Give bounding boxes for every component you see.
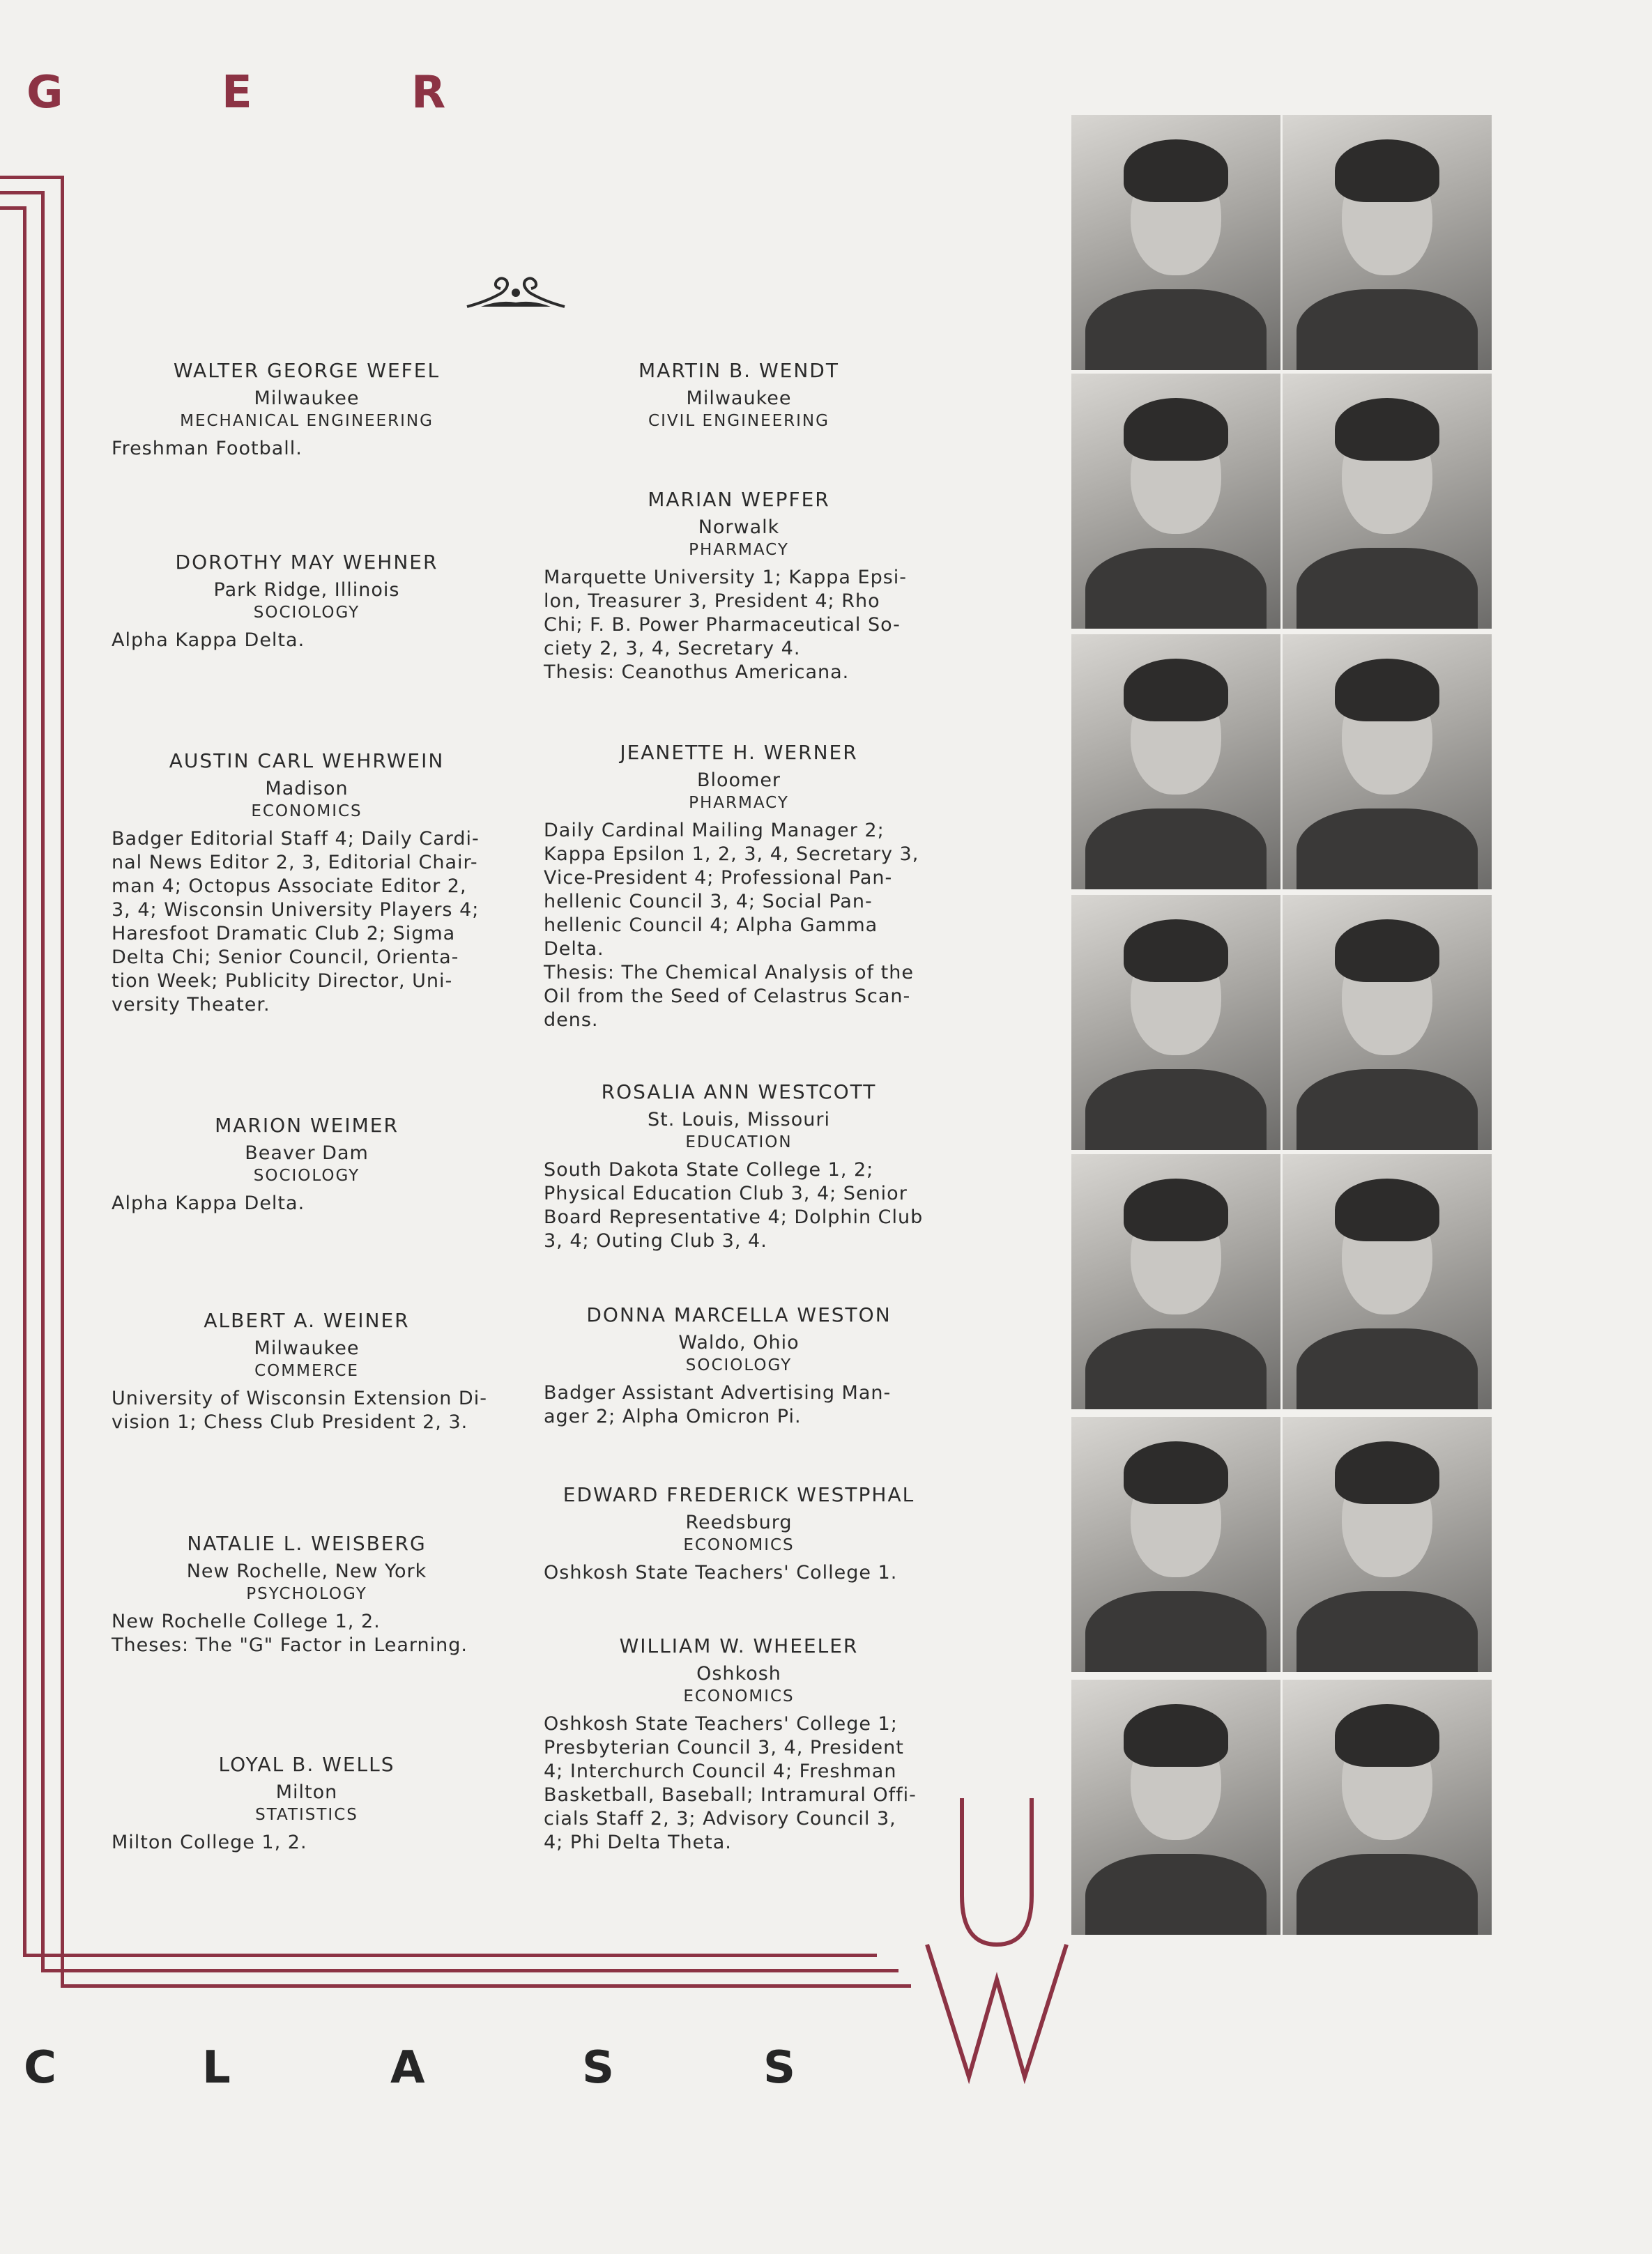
student-hometown: Milwaukee [686,388,792,409]
student-major: ECONOMICS [683,1536,795,1554]
student-hometown: Madison [265,778,349,799]
student-entry [112,551,502,652]
student-major: SOCIOLOGY [685,1356,793,1374]
student-activities: Milton College 1, 2. [112,1832,307,1853]
footer-letter: S [763,2042,797,2094]
student-major: SOCIOLOGY [253,1167,360,1185]
frame-line-outer-vertical [61,176,64,1988]
student-major: PHARMACY [689,541,789,559]
student-activities: Alpha Kappa Delta. [112,629,305,651]
student-entry [112,1114,502,1216]
frame-line-outer-top [0,176,64,179]
student-name: LOYAL B. WELLS [218,1753,395,1776]
student-name: WALTER GEORGE WEFEL [173,359,441,382]
student-activities: University of Wisconsin Extension Di- vision 1; Chess Club President 2, 3. [112,1388,487,1433]
student-entry [544,488,934,684]
student-portrait [1071,895,1280,1150]
student-name: WILLIAM W. WHEELER [619,1634,859,1657]
header-letter: G [26,67,65,118]
header-letter: E [222,67,254,118]
student-portrait [1283,634,1492,889]
student-hometown: Oshkosh [696,1663,781,1685]
student-name: DOROTHY MAY WEHNER [175,551,438,574]
student-hometown: Milton [275,1781,338,1803]
student-activities: Freshman Football. [112,438,303,459]
footer-letter: S [582,2042,616,2094]
footer-letter: C [24,2042,58,2094]
student-activities: Oshkosh State Teachers' College 1. [544,1562,898,1584]
student-entry [112,1309,502,1434]
student-entry [112,1753,502,1855]
student-hometown: St. Louis, Missouri [648,1109,830,1130]
student-name: JEANETTE H. WERNER [620,741,858,764]
student-hometown: New Rochelle, New York [186,1561,427,1582]
student-name: MARTIN B. WENDT [638,359,839,382]
student-major: EDUCATION [685,1133,793,1151]
student-portrait [1071,1154,1280,1409]
uw-monogram-logo [920,1791,1073,2084]
student-hometown: Milwaukee [254,388,360,409]
student-entry [544,359,934,437]
student-portrait [1283,1680,1492,1935]
student-portrait [1283,374,1492,629]
student-name: ROSALIA ANN WESTCOTT [601,1080,877,1103]
student-major: ECONOMICS [251,802,362,820]
student-portrait [1071,115,1280,370]
student-portrait [1071,1417,1280,1672]
student-portrait [1071,1680,1280,1935]
student-hometown: Beaver Dam [245,1142,369,1164]
student-major: PHARMACY [689,794,789,812]
student-hometown: Reedsburg [685,1512,793,1533]
student-activities: Oshkosh State Teachers' College 1; Presbyterian Council 3, 4, President 4; Interchurch Council 4; Freshman Basketball, Baseball; Intramural Offi- cials Staff 2, 3; Advisory Council 3, 4; Phi Delta Theta. [544,1713,917,1853]
student-activities: New Rochelle College 1, 2. Theses: The "G" Factor in Learning. [112,1611,468,1656]
frame-line-mid-top [0,191,45,194]
student-entry [112,359,502,461]
student-portrait [1283,115,1492,370]
student-name: EDWARD FREDERICK WESTPHAL [563,1483,915,1506]
student-name: ALBERT A. WEINER [204,1309,410,1332]
student-major: STATISTICS [255,1806,358,1824]
student-major: ECONOMICS [683,1687,795,1705]
student-major: COMMERCE [254,1362,359,1380]
student-name: MARIAN WEPFER [648,488,830,511]
student-hometown: Park Ridge, Illinois [213,579,400,601]
scroll-ornament-icon [460,272,572,314]
student-hometown: Norwalk [698,516,780,538]
frame-line-mid-bottom [41,1969,898,1972]
student-activities: Alpha Kappa Delta. [112,1193,305,1214]
frame-line-inner-vertical [23,206,26,1957]
student-name: DONNA MARCELLA WESTON [586,1303,892,1326]
student-hometown: Waldo, Ohio [678,1332,800,1354]
student-activities: Badger Editorial Staff 4; Daily Cardi- nal News Editor 2, 3, Editorial Chair- man 4; Octopus Associate Editor 2, 3, 4; Wisconsin University Players 4; Haresfoot Dramatic Club 2; Sigma Delta Chi; Senior Council, Orienta- tion Week; Publicity Director, Uni- versity Theater. [112,828,480,1015]
student-portrait [1283,1154,1492,1409]
student-entry [112,1532,502,1657]
student-entry [544,1303,934,1429]
student-name: MARION WEIMER [215,1114,399,1137]
student-hometown: Bloomer [696,769,781,791]
frame-line-inner-bottom [23,1954,877,1957]
student-entry [544,1483,934,1585]
student-entry [544,1634,934,1855]
frame-line-mid-vertical [41,191,45,1972]
student-portrait [1283,895,1492,1150]
student-portrait [1283,1417,1492,1672]
student-name: NATALIE L. WEISBERG [187,1532,427,1555]
footer-letter: A [390,2042,427,2094]
student-hometown: Milwaukee [254,1337,360,1359]
student-entry [544,741,934,1032]
student-major: PSYCHOLOGY [246,1585,367,1603]
frame-line-outer-bottom [61,1984,911,1988]
student-portrait [1071,374,1280,629]
student-major: MECHANICAL ENGINEERING [180,412,434,430]
student-activities: Badger Assistant Advertising Man- ager 2; Alpha Omicron Pi. [544,1382,892,1427]
student-entry [544,1080,934,1253]
student-major: SOCIOLOGY [253,604,360,622]
student-activities: South Dakota State College 1, 2; Physical Education Club 3, 4; Senior Board Representative 4; Dolphin Club 3, 4; Outing Club 3, 4. [544,1159,924,1252]
student-name: AUSTIN CARL WEHRWEIN [169,749,445,772]
student-portrait [1071,634,1280,889]
footer-letter: L [202,2042,232,2094]
student-entry [112,749,502,1017]
student-activities: Marquette University 1; Kappa Epsi- lon, Treasurer 3, President 4; Rho Chi; F. B. Power Pharmaceutical So- ciety 2, 3, 4, Secretary 4. Thesis: Ceanothus Americana. [544,567,908,683]
student-activities: Daily Cardinal Mailing Manager 2; Kappa Epsilon 1, 2, 3, 4, Secretary 3, Vice-President 4; Professional Pan- hellenic Council 3, 4; Social Pan- hellenic Council 4; Alpha Gamma Delta. Thesis: The Chemical Analysis of the Oil from the Seed of Celastrus Scan- dens. [544,820,919,1031]
header-letter: R [411,67,448,118]
student-major: CIVIL ENGINEERING [648,412,829,430]
